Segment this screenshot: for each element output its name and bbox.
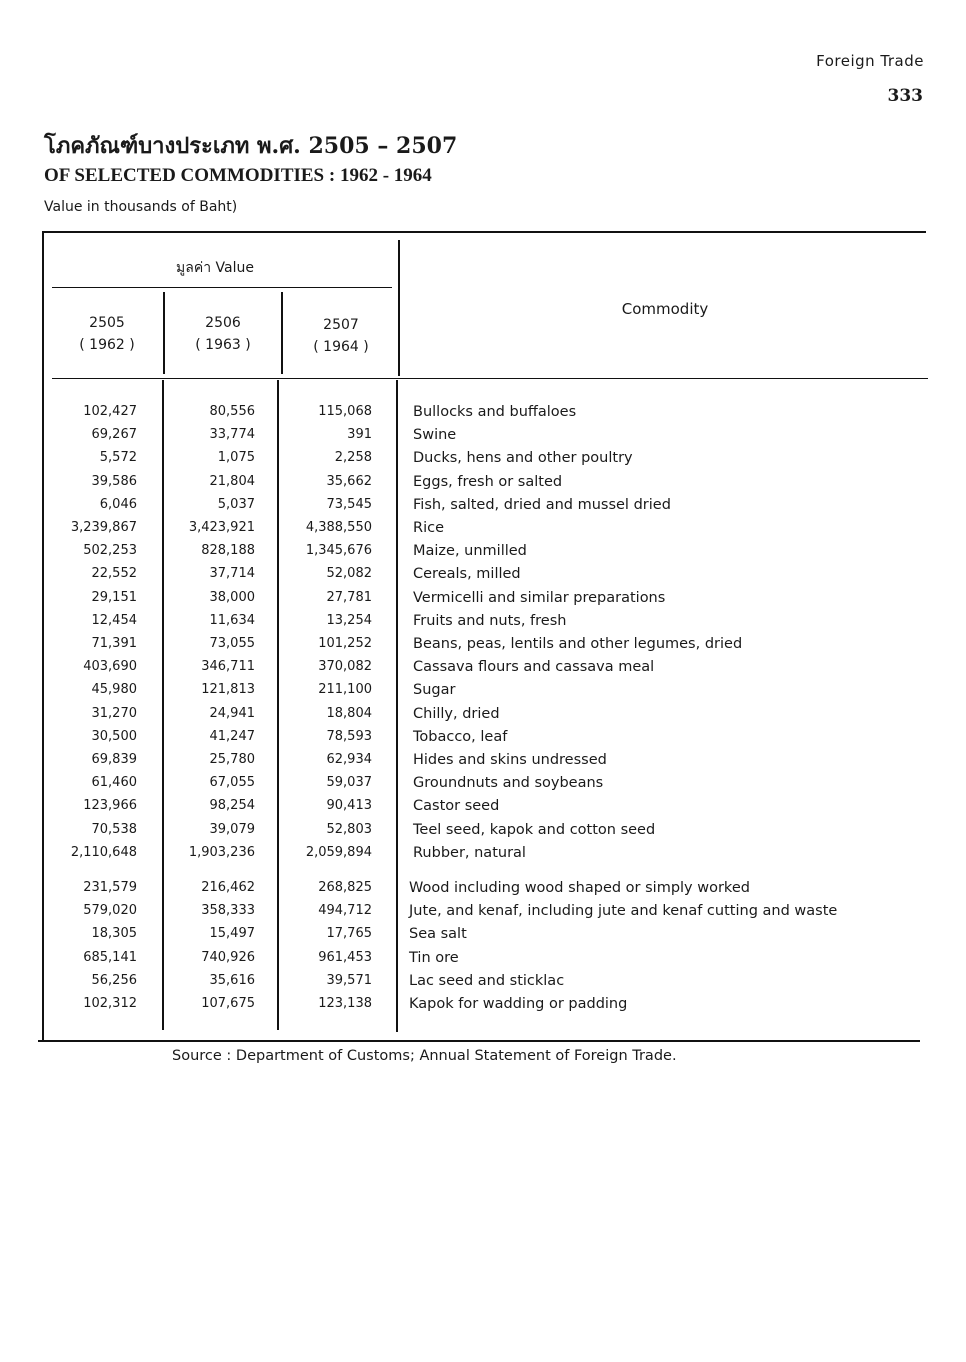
cell-value-1964: 1,345,676: [305, 543, 372, 559]
cell-value-1962: 102,427: [83, 404, 137, 419]
cell-value-1962: 22,552: [91, 566, 137, 582]
cell-value-1963: 3,423,921: [188, 520, 255, 535]
cell-value-1963: 80,556: [209, 404, 255, 419]
cell-value-1962: 18,305: [91, 926, 137, 942]
cell-value-1963: 346,711: [201, 659, 255, 675]
cell-value-1962: 70,538: [91, 821, 137, 837]
cell-commodity: Ducks, hens and other poultry: [413, 450, 633, 467]
cell-value-1963: 41,247: [209, 728, 255, 744]
cell-value-1963: 73,055: [209, 636, 255, 651]
cell-value-1962: 39,586: [91, 473, 137, 489]
running-head: Foreign Trade: [816, 52, 924, 70]
cell-value-1964: 123,138: [318, 996, 372, 1011]
cell-value-1964: 52,803: [326, 821, 372, 837]
cell-commodity: Swine: [413, 427, 457, 444]
cell-commodity: Beans, peas, lentils and other legumes, dried: [413, 636, 743, 652]
cell-commodity: Hides and skins undressed: [413, 752, 607, 768]
cell-value-1962: 231,579: [83, 880, 137, 895]
cell-value-1963: 15,497: [209, 926, 255, 942]
cell-value-1964: 268,825: [318, 880, 372, 895]
cell-value-1964: 62,934: [326, 752, 372, 767]
cell-value-1964: 211,100: [318, 682, 372, 698]
cell-value-1962: 31,270: [91, 705, 137, 721]
table-left-border: [42, 232, 44, 1040]
cell-value-1964: 4,388,550: [305, 520, 372, 535]
cell-commodity: Bullocks and buffaloes: [413, 404, 577, 420]
cell-value-1962: 71,391: [91, 636, 137, 651]
table-bottom-rule: [38, 1040, 920, 1042]
page-number: 333: [887, 86, 923, 106]
cell-value-1963: 38,000: [209, 589, 255, 605]
cell-commodity: Maize, unmilled: [413, 543, 527, 560]
cell-commodity: Teel seed, kapok and cotton seed: [413, 821, 656, 838]
year-ce: ( 1963 ): [195, 337, 251, 353]
year-header-1964: [296, 314, 386, 358]
cell-commodity: Rice: [413, 520, 444, 536]
cell-value-1963: 37,714: [209, 566, 255, 582]
cell-value-1962: 12,454: [91, 612, 137, 628]
cell-commodity: Tobacco, leaf: [413, 728, 508, 745]
column-divider-1: [163, 292, 165, 374]
cell-value-1964: 39,571: [326, 972, 372, 988]
cell-value-1963: 35,616: [209, 972, 255, 988]
cell-value-1964: 35,662: [326, 473, 372, 489]
cell-commodity: Wood including wood shaped or simply worked: [409, 880, 750, 896]
cell-value-1962: 579,020: [83, 903, 137, 919]
cell-value-1964: 494,712: [318, 903, 372, 919]
year-header-1963: [178, 312, 268, 356]
unit-note: Value in thousands of Baht): [44, 199, 238, 215]
cell-value-1964: 27,781: [326, 589, 372, 605]
cell-value-1964: 59,037: [326, 775, 372, 791]
cell-commodity: Sugar: [413, 682, 456, 699]
cell-commodity: Fruits and nuts, fresh: [413, 612, 567, 629]
cell-commodity: Cassava flours and cassava meal: [413, 659, 655, 676]
cell-value-1962: 3,239,867: [70, 520, 137, 535]
cell-value-1963: 1,903,236: [188, 844, 255, 860]
cell-value-1963: 24,941: [209, 705, 255, 721]
commodity-header: Commodity: [621, 300, 709, 318]
cell-commodity: Sea salt: [409, 926, 467, 943]
cell-value-1962: 45,980: [91, 682, 137, 698]
cell-commodity: Chilly, dried: [413, 705, 500, 722]
cell-value-1964: 101,252: [318, 636, 372, 651]
cell-value-1964: 391: [347, 427, 372, 443]
cell-value-1962: 123,966: [83, 798, 137, 814]
year-be: 2506: [205, 315, 241, 331]
value-header-rule: [52, 287, 392, 288]
cell-value-1962: 29,151: [91, 589, 137, 605]
cell-commodity: Vermicelli and similar preparations: [413, 589, 666, 606]
cell-commodity: Fish, salted, dried and mussel dried: [413, 496, 671, 513]
cell-value-1964: 961,453: [318, 949, 372, 965]
year-header-1962: [62, 312, 152, 356]
cell-value-1963: 33,774: [209, 427, 255, 443]
cell-value-1963: 5,037: [217, 496, 255, 512]
cell-value-1964: 90,413: [326, 798, 372, 814]
column-divider-3: [398, 240, 400, 376]
cell-value-1962: 5,572: [99, 450, 137, 466]
cell-value-1963: 216,462: [201, 880, 255, 895]
column-divider-2: [281, 292, 283, 374]
value-group-header: มูลค่า Value: [176, 260, 254, 276]
cell-value-1964: 78,593: [326, 728, 372, 744]
cell-commodity: Rubber, natural: [413, 844, 526, 861]
page-title-english: OF SELECTED COMMODITIES : 1962 - 1964: [44, 165, 432, 186]
cell-value-1963: 107,675: [201, 996, 255, 1011]
column-divider-2-body: [277, 380, 279, 1030]
source-note: Source : Department of Customs; Annual Statement of Foreign Trade.: [172, 1048, 677, 1064]
cell-commodity: Groundnuts and soybeans: [413, 775, 604, 792]
cell-value-1964: 73,545: [326, 496, 372, 512]
cell-value-1962: 403,690: [83, 659, 137, 675]
cell-value-1964: 13,254: [326, 612, 372, 628]
cell-value-1962: 6,046: [99, 496, 137, 512]
cell-value-1963: 98,254: [209, 798, 255, 814]
cell-value-1964: 2,059,894: [305, 844, 372, 860]
year-be: 2505: [89, 315, 125, 331]
cell-value-1962: 56,256: [91, 972, 137, 988]
cell-value-1963: 828,188: [201, 543, 255, 559]
cell-commodity: Tin ore: [409, 949, 459, 966]
cell-value-1963: 358,333: [201, 903, 255, 919]
cell-value-1962: 685,141: [83, 949, 137, 965]
cell-commodity: Lac seed and sticklac: [409, 972, 565, 989]
cell-value-1964: 52,082: [326, 566, 372, 582]
cell-value-1964: 17,765: [326, 926, 372, 942]
cell-commodity: Cereals, milled: [413, 566, 521, 583]
cell-commodity: Eggs, fresh or salted: [413, 473, 563, 490]
cell-commodity: Kapok for wadding or padding: [409, 996, 628, 1012]
cell-value-1963: 21,804: [209, 473, 255, 489]
cell-value-1962: 30,500: [91, 728, 137, 744]
cell-value-1963: 740,926: [201, 949, 255, 965]
cell-value-1962: 502,253: [83, 543, 137, 559]
cell-value-1963: 25,780: [209, 752, 255, 767]
cell-value-1964: 2,258: [334, 450, 372, 466]
cell-value-1964: 370,082: [318, 659, 372, 675]
cell-value-1962: 61,460: [91, 775, 137, 791]
year-ce: ( 1964 ): [313, 339, 369, 355]
cell-value-1962: 69,839: [91, 752, 137, 767]
cell-value-1962: 69,267: [91, 427, 137, 443]
cell-value-1963: 67,055: [209, 775, 255, 791]
table-top-rule: [42, 231, 926, 233]
header-bottom-rule: [52, 378, 928, 379]
column-divider-1-body: [162, 380, 164, 1030]
cell-value-1963: 1,075: [217, 450, 255, 466]
cell-value-1962: 102,312: [83, 996, 137, 1011]
cell-value-1964: 115,068: [318, 404, 372, 419]
year-ce: ( 1962 ): [79, 337, 135, 353]
cell-value-1963: 39,079: [209, 821, 255, 837]
page-title-thai: โภคภัณฑ์บางประเภท พ.ศ. 2505 – 2507: [44, 133, 458, 159]
cell-commodity: Castor seed: [413, 798, 500, 815]
column-divider-3-body: [396, 380, 398, 1032]
cell-value-1964: 18,804: [326, 705, 372, 721]
year-be: 2507: [323, 317, 359, 333]
cell-commodity: Jute, and kenaf, including jute and kenaf cutting and waste: [409, 903, 838, 920]
cell-value-1963: 121,813: [201, 682, 255, 698]
cell-value-1962: 2,110,648: [70, 844, 137, 860]
cell-value-1963: 11,634: [209, 612, 255, 628]
